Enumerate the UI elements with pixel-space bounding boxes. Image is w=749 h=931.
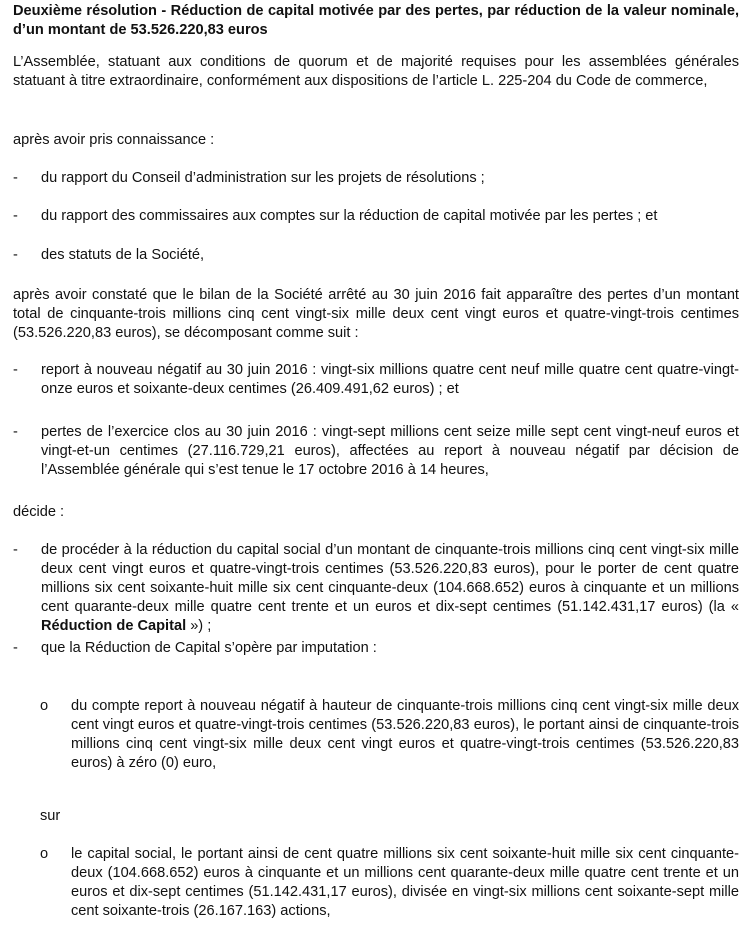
list-item-text: du rapport des commissaires aux comptes sur la réduction de capital motivée par les pertes ; et <box>41 208 658 224</box>
list-item <box>13 169 739 188</box>
intro-paragraph <box>13 53 739 91</box>
constate-text: après avoir constaté que le bilan de la Société arrêté au 30 juin 2016 fait apparaître des pertes d’un montant total de cinquante-trois millions cinq cent vingt-six mille deux cent vingt euros et quatre-vingt-trois centimes (53.526.220,83 euros), se décomposant comme suit : <box>13 287 739 341</box>
connaissance-label-text: après avoir pris connaissance : <box>13 132 215 148</box>
decide-item1-pre: de procéder à la réduction du capital social d’un montant de cinquante-trois millions cinq cent vingt-six mille deux cent vingt euros et quatre-vingt-trois centimes (53.526.220,83 euros), pour le porter de cent quatre millions six cent soixante-huit mille six cent cinquante-deux (104.668.652) euros à cinquante et un millions cent quarante-deux mille quatre cent trente et un euros et dix-sept centimes (51.142.431,17 euros) (la « <box>41 542 739 615</box>
bullet-circle: o <box>40 846 49 862</box>
bullet-dash: - <box>13 424 18 440</box>
bullet-dash: - <box>13 170 18 186</box>
sub-list-item-text: le capital social, le portant ainsi de cent quatre millions six cent soixante-huit mille six cent cinquante-deux (104.668.652) euros à cinquante et un millions cent quarante-deux mille quatre cent trente et un euros et dix-sept centimes (51.142.431,17 euros), divisée en vingt-six millions cent soixante-sept mille cent soixante-trois (26.167.163) actions, <box>71 846 739 919</box>
list-item-text: que la Réduction de Capital s’opère par imputation : <box>41 640 377 656</box>
sur-label-text: sur <box>40 808 61 824</box>
decide-item1-post: ») ; <box>186 618 212 634</box>
list-item <box>13 639 739 658</box>
constate-paragraph <box>13 286 739 343</box>
sur-label <box>40 807 739 826</box>
sub-list-item <box>40 697 739 773</box>
intro-text: L’Assemblée, statuant aux conditions de quorum et de majorité requises pour les assemblées générales statuant à titre extraordinaire, conformément aux dispositions de l’article L. 225-204 du Code de commerce, <box>13 54 739 89</box>
list-item-text: report à nouveau négatif au 30 juin 2016 : vingt-six millions quatre cent neuf mille quatre cent quatre-vingt-onze euros et soixante-deux centimes (26.409.491,62 euros) ; et <box>41 362 739 397</box>
connaissance-label <box>13 131 739 150</box>
sub-list-item-text: du compte report à nouveau négatif à hauteur de cinquante-trois millions cinq cent vingt-six mille deux cent vingt euros et quatre-vingt-trois centimes (53.526.220,83 euros), le portant ainsi de cinquante-trois millions cinq cent vingt-six mille deux cent vingt euros et quatre-vingt-trois centimes (53.526.220,83 euros) à zéro (0) euro, <box>71 698 739 771</box>
list-item-text: pertes de l’exercice clos au 30 juin 2016 : vingt-sept millions cent seize mille sept cent vingt-neuf euros et vingt-et-un centimes (27.116.729,21 euros), affectées au report à nouveau négatif par décision de l’Assemblée générale qui s’est tenue le 17 octobre 2016 à 14 heures, <box>41 424 739 478</box>
resolution-title <box>13 1 739 40</box>
decide-label <box>13 503 739 522</box>
bullet-dash: - <box>13 247 18 263</box>
bullet-circle: o <box>40 698 49 714</box>
resolution-title-text: Deuxième résolution - Réduction de capital motivée par des pertes, par réduction de la valeur nominale, d’un montant de 53.526.220,83 euros <box>13 3 739 38</box>
list-item-text: du rapport du Conseil d’administration sur les projets de résolutions ; <box>41 170 485 186</box>
list-item-text <box>41 541 739 636</box>
decide-label-text: décide : <box>13 504 65 520</box>
list-item-text: des statuts de la Société, <box>41 247 205 263</box>
bullet-dash: - <box>13 362 18 378</box>
list-item <box>13 423 739 480</box>
bullet-dash: - <box>13 542 18 558</box>
defined-term-reduction-capital: Réduction de Capital <box>41 618 187 634</box>
bullet-dash: - <box>13 208 18 224</box>
bullet-dash: - <box>13 640 18 656</box>
sub-list-item <box>40 845 739 921</box>
list-item <box>13 246 739 265</box>
list-item <box>13 361 739 399</box>
list-item <box>13 207 739 226</box>
list-item <box>13 541 739 636</box>
